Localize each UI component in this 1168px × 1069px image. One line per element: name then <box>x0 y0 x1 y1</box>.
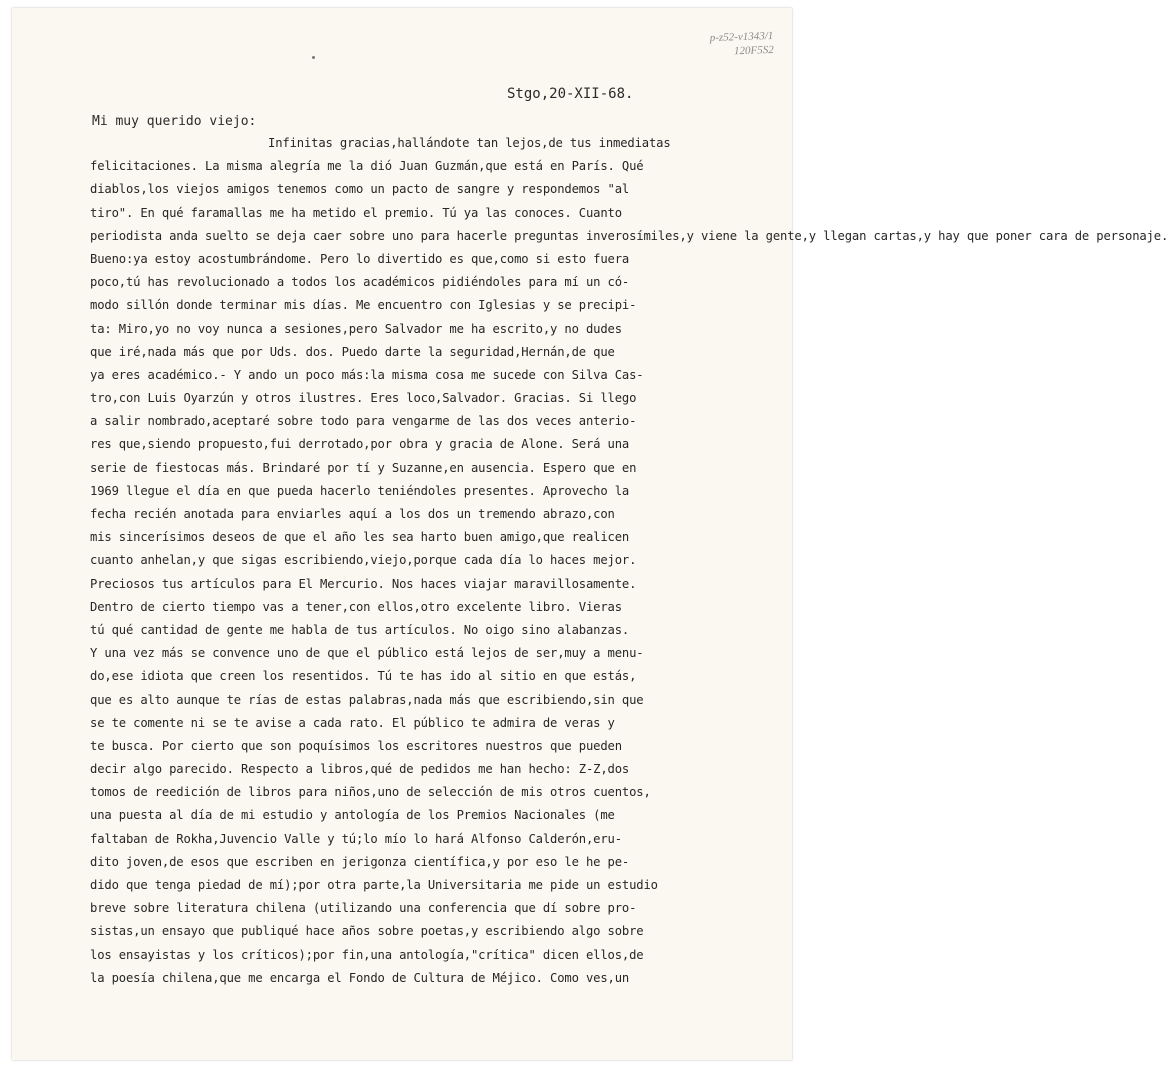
letter-line: faltaban de Rokha,Juvencio Valle y tú;lo mío lo hará Alfonso Calderón,eru- <box>90 831 622 846</box>
letter-line: diablos,los viejos amigos tenemos como un pacto de sangre y respondemos "al <box>90 182 630 197</box>
letter-line: sistas,un ensayo que publiqué hace años sobre poetas,y escribiendo algo sobre <box>90 924 644 939</box>
letter-line: tro,con Luis Oyarzún y otros ilustres. Eres loco,Salvador. Gracias. Si llego <box>90 391 637 406</box>
letter-line: Preciosos tus artículos para El Mercurio. Nos haces viajar maravillosamente. <box>90 576 637 591</box>
letter-line: ya eres académico.- Y ando un poco más:la misma cosa me sucede con Silva Cas- <box>90 367 644 382</box>
letter-line: te busca. Por cierto que son poquísimos los escritores nuestros que pueden <box>90 738 622 753</box>
letter-line: do,ese idiota que creen los resentidos. Tú te has ido al sitio en que estás, <box>90 669 637 684</box>
letter-line: Y una vez más se convence uno de que el público está lejos de ser,muy a menu- <box>90 646 644 661</box>
letter-line: ta: Miro,yo no voy nunca a sesiones,pero Salvador me ha escrito,y no dudes <box>90 321 622 336</box>
letter-line: modo sillón donde terminar mis días. Me encuentro con Iglesias y se precipi- <box>90 298 637 313</box>
letter-line: res que,siendo propuesto,fui derrotado,por obra y gracia de Alone. Será una <box>90 437 630 452</box>
letter-line: fecha recién anotada para enviarles aquí a los dos un tremendo abrazo,con <box>90 507 615 521</box>
letter-line: decir algo parecido. Respecto a libros,qué de pedidos me han hecho: Z-Z,dos <box>90 762 630 777</box>
letter-line: cuanto anhelan,y que sigas escribiendo,viejo,porque cada día lo haces mejor. <box>90 553 637 568</box>
letter-line: periodista anda suelto se deja caer sobre uno para hacerle preguntas inverosímiles,y viene la gente,y llegan cartas,y hay que poner cara de personaje. <box>90 228 1168 243</box>
ink-dot <box>312 56 315 59</box>
letter-date: Stgo,20-XII-68. <box>507 86 634 102</box>
letter-line: la poesía chilena,que me encarga el Fondo de Cultura de Méjico. Como ves,un <box>90 970 630 985</box>
letter-line: una puesta al día de mi estudio y antología de los Premios Nacionales (me <box>90 808 615 823</box>
archive-code-2: 120F5S2 <box>734 43 775 58</box>
archive-code-1: p-z52-v1343/1 <box>710 29 774 45</box>
letter-greeting: Mi muy querido viejo: <box>92 114 257 129</box>
letter-line: breve sobre literatura chilena (utilizando una conferencia que dí sobre pro- <box>90 901 637 916</box>
letter-line: Dentro de cierto tiempo vas a tener,con ellos,otro excelente libro. Vieras <box>90 599 622 614</box>
letter-line: dito joven,de esos que escriben en jerigonza científica,y por eso le he pe- <box>90 854 630 869</box>
letter-body <box>90 132 1168 990</box>
letter-line: tiro". En qué faramallas me ha metido el premio. Tú ya las conoces. Cuanto <box>90 205 622 220</box>
letter-line: a salir nombrado,aceptaré sobre todo para vengarme de las dos veces anterio- <box>90 414 637 429</box>
letter-page <box>12 8 1168 1060</box>
letter-line: los ensayistas y los críticos);por fin,una antología,"crítica" dicen ellos,de <box>90 947 644 962</box>
letter-line: que es alto aunque te rías de estas palabras,nada más que escribiendo,sin que <box>90 692 644 707</box>
letter-line: serie de fiestocas más. Brindaré por tí y Suzanne,en ausencia. Espero que en <box>90 460 637 475</box>
letter-line: se te comente ni se te avise a cada rato. El público te admira de veras y <box>90 715 615 730</box>
letter-line: dido que tenga piedad de mí);por otra parte,la Universitaria me pide un estudio <box>90 878 658 892</box>
letter-line: Infinitas gracias,hallándote tan lejos,de tus inmediatas <box>268 136 671 150</box>
letter-line: mis sincerísimos deseos de que el año les sea harto buen amigo,que realicen <box>90 530 630 545</box>
letter-line: que iré,nada más que por Uds. dos. Puedo darte la seguridad,Hernán,de que <box>90 344 615 359</box>
letter-line: 1969 llegue el día en que pueda hacerlo teniéndoles presentes. Aprovecho la <box>90 483 630 498</box>
letter-line: tomos de reedición de libros para niños,uno de selección de mis otros cuentos, <box>90 785 651 800</box>
letter-line: tú qué cantidad de gente me habla de tus artículos. No oigo sino alabanzas. <box>90 622 630 637</box>
letter-line: Bueno:ya estoy acostumbrándome. Pero lo divertido es que,como si esto fuera <box>90 251 630 266</box>
letter-line: poco,tú has revolucionado a todos los académicos pidiéndoles para mí un có- <box>90 275 630 290</box>
letter-line: felicitaciones. La misma alegría me la dió Juan Guzmán,que está en París. Qué <box>90 159 644 174</box>
archive-annotation <box>710 29 774 59</box>
